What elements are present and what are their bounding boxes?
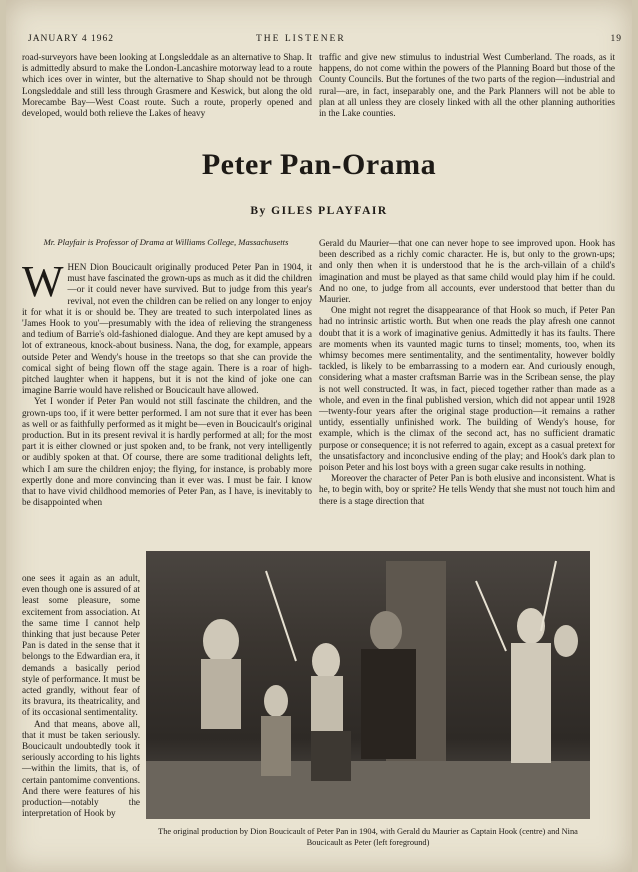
actor-figure [312, 643, 340, 679]
right-column [319, 238, 615, 507]
actor-figure [554, 625, 578, 657]
actor-figure [203, 619, 239, 663]
article-byline: By GILES PLAYFAIR [250, 205, 388, 217]
paragraph-7: Moreover the character of Peter Pan is both elusive and inconsistent. What is he, to begin with, boy or sprite? He tells Wendy that she must not touch him and there is a stage direction that [319, 473, 615, 506]
issue-date: JANUARY 4 1962 [28, 34, 114, 44]
captain-hook-figure [370, 611, 402, 651]
continued-text-right: traffic and give new stimulus to industrial West Cumberland. The roads, as it happens, do not come within the powers of the Planning Board but those of the County Councils. But the fortunes of the two parts of the region—industrial and rural—are, in fact, inseparably one, and the Park Planners will not be able to plan at all unless they are closely linked with all the other planning authorities in the Lake counties. [319, 52, 615, 119]
sword [541, 561, 556, 631]
left-column [22, 257, 312, 508]
paragraph-6: One might not regret the disappearance of that Hook so much, if Peter Pan had no intrinsic artistic worth. But when one reads the play afresh one cannot doubt that it is a work of imaginative genius. Admittedly it has its faults. There are moments when its vaunted magic turns to tinsel; moments, too, when its whimsy becomes mere sentimentality, and the sentimentality, however boldly tackled, is likely to be embarrassing to a modern ear. And curiously enough, considering what a master craftsman Barrie was in the Scribean sense, the play is not well constructed. It was, in fact, pieced together rather than made as a whole, and even in the final published version, which did not appear until 1928—twenty-four years after the original stage production—it remains a rather untidy, essentially unfinished work. The building of Wendy's house, for example, which is the climax of the second act, has no sufficient dramatic purpose or consequence; it is not referred to again, except as a casual pretext for the unsatisfactory and inconclusive ending of the play; and Hook's dark plan to poison Peter and his lost boys with a green sugar cake results in nothing. [319, 305, 615, 473]
peter-pan-figure [264, 685, 288, 717]
paragraph-1 [22, 257, 312, 396]
actor-figure [201, 659, 241, 729]
peter-pan-figure [261, 716, 291, 776]
continued-article-left [22, 52, 312, 119]
sword [266, 571, 296, 661]
captain-hook-figure [361, 649, 416, 759]
publication-name: THE LISTENER [256, 34, 346, 44]
actor-figure [511, 643, 551, 763]
actor-figure [517, 608, 545, 644]
continued-article-right [319, 52, 615, 119]
paragraph-5: Gerald du Maurier—that one can never hope to see improved upon. Hook has been described as a richly comic character. He is, but only to the grown-ups; and only then when it is understood that he is the arch-villain of a child's imagination and must be played as that same child would play him if he could. And no one, to judge from all accounts, ever understood that better than du Maurier. [319, 238, 615, 305]
paragraph-3: one sees it again as an adult, even though one is assured of at least some pleasure, some excitement from association. At the same time I cannot help thinking that just because Peter Pan is dated in the sense that it belongs to the Edwardian era, it demands a basically period style of performance. It must be acted grandly, without fear of its bravura, its theatricality, and of its occasional sentimentality. [22, 573, 140, 718]
page-number: 19 [610, 34, 622, 44]
barrel [311, 731, 351, 781]
paragraph-1-text: HEN Dion Boucicault originally produced Peter Pan in 1904, it must have fascinated the grown-ups as much as it did the children—or it could never have survived. But to judge from this year's revival, not even the children can be relied on any longer to enjoy it for what it is or should be. They are treated to such interpolated lines as 'James Hook to you'—presumably with the idea of relieving the strangeness and tedium of Barrie's old-fashioned dialogue. And they are kept amused by a lot of extraneous, knock-about business. Nana, the dog, for example, appears outside Peter and Wendy's house in the treetops so that she can provide the comical sight of being flown off the stage again. There is a roar of high-pitched laughter when it happens, but it is not the kind of joke one can imagine Barrie would have relished or Boucicault have allowed. [22, 262, 312, 396]
left-narrow-column [22, 573, 140, 819]
drop-cap: W [22, 257, 64, 306]
page-header [6, 34, 632, 48]
magazine-page [6, 0, 632, 872]
author-note: Mr. Playfair is Professor of Drama at Williams College, Massachusetts [43, 237, 289, 247]
continued-text-left: road-surveyors have been looking at Longsleddale as an alternative to Shap. It is admittedly absurd to make the London-Lancashire motorway lead to a route which ices over in winter, but the alternative to Shap should not be through Longsleddale and still less through Grasmere and Keswick, but along the old Morecambe Bay—West Coast route. Such a route, properly opened and developed, would both relieve the Lakes of heavy [22, 52, 312, 119]
production-photograph [146, 551, 590, 819]
paragraph-2: Yet I wonder if Peter Pan would not still fascinate the children, and the grown-ups too, if it were better performed. I am not sure that it ever has been as well or as faithfully performed as it might be—even in Boucicault's original production. But in its present revival it is hardly performed at all; for the most part it is either clowned or just spoken and, to be frank, not very intelligently or audibly spoken at that. Of course, there are some traditional delights left, which I am sure the children enjoy; the flying, for instance, is probably more expertly done and more convincing than it ever was. I must be fair. I know that to have vivid childhood memories of Peter Pan, as I have, is inevitably to be disappointed when [22, 396, 312, 508]
paragraph-4: And that means, above all, that it must be taken seriously. Boucicault undoubtedly took it seriously according to his lights—within the limits, that is, of certain pantomime conventions. And there were features of his production—notably the interpretation of Hook by [22, 718, 140, 819]
stage-floor [146, 761, 590, 819]
photo-illustration [146, 551, 590, 819]
article-title: Peter Pan-Orama [201, 148, 437, 181]
photo-caption: The original production by Dion Boucicault of Peter Pan in 1904, with Gerald du Maurier as Captain Hook (centre) and Nina Boucicault as Peter (left foreground) [158, 827, 578, 847]
sword [476, 581, 506, 651]
